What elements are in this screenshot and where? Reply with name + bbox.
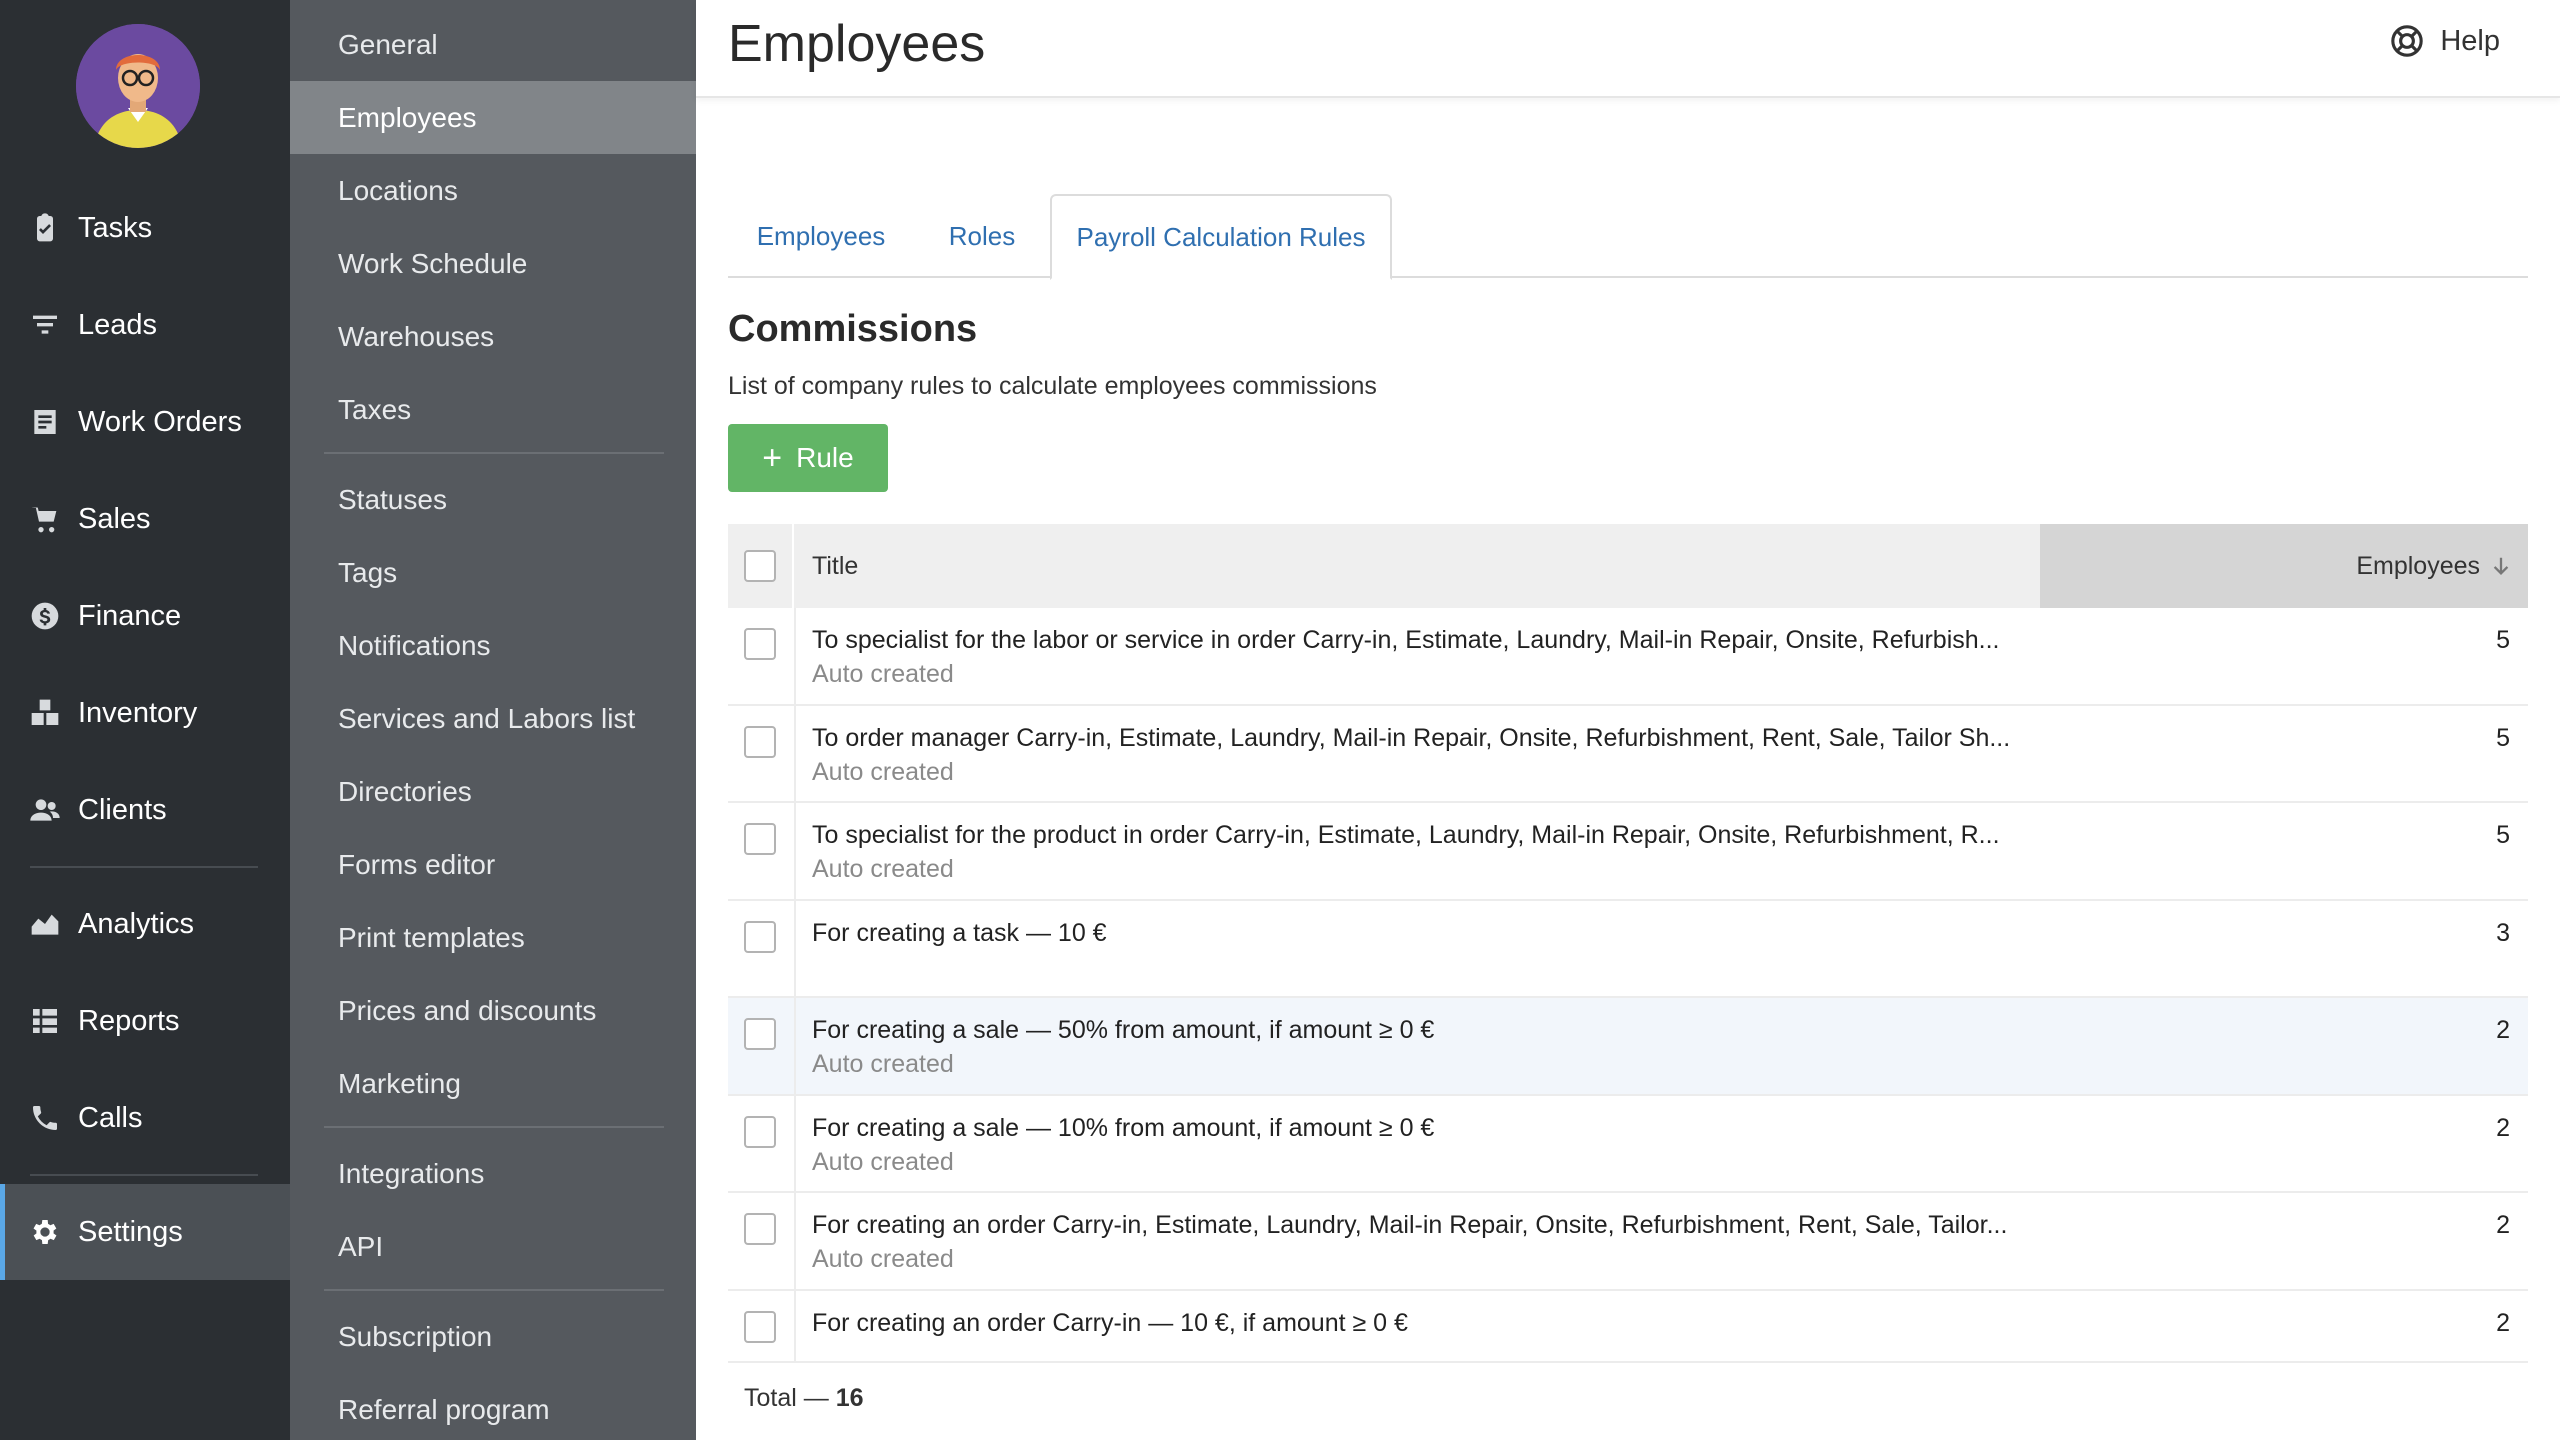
table-row[interactable]	[728, 998, 2528, 1096]
nav-item-label: Settings	[78, 1215, 183, 1248]
subnav-label: Subscription	[338, 1320, 493, 1352]
subnav-label: Employees	[338, 101, 477, 133]
row-title[interactable]: For creating a task — 10 €	[812, 918, 1107, 947]
subnav-label: Forms editor	[338, 848, 496, 880]
subnav-item-marketing[interactable]	[290, 1047, 696, 1120]
subnav-divider	[324, 1289, 664, 1291]
arrow-down-icon	[2490, 555, 2512, 577]
nav-item-label: Sales	[78, 502, 151, 535]
cell-divider	[794, 1291, 796, 1361]
tab-label: Employees	[756, 220, 886, 251]
row-employees-count: 5	[2496, 821, 2510, 849]
header-checkbox-cell	[728, 524, 794, 608]
table-row[interactable]	[728, 706, 2528, 804]
help-button[interactable]	[2390, 24, 2500, 58]
nav-item-finance[interactable]	[0, 568, 290, 664]
avatar[interactable]	[76, 24, 200, 148]
subnav-label: Work Schedule	[338, 247, 528, 279]
subnav-label: Integrations	[338, 1157, 485, 1189]
table-row[interactable]	[728, 1096, 2528, 1194]
table-row[interactable]	[728, 803, 2528, 901]
row-checkbox[interactable]	[744, 1213, 776, 1245]
subnav-label: Notifications	[338, 629, 491, 661]
nav-item-label: Reports	[78, 1004, 180, 1037]
subnav-divider	[324, 1126, 664, 1128]
total-label: Total —	[744, 1384, 836, 1412]
nav-item-tasks[interactable]	[0, 180, 290, 276]
row-checkbox[interactable]	[744, 823, 776, 855]
settings-sub-nav	[290, 0, 696, 1440]
subnav-label: Statuses	[338, 483, 447, 515]
section-title: Commissions	[728, 308, 978, 350]
row-title[interactable]: For creating an order Carry-in, Estimate, Laundry, Mail-in Repair, Onsite, Refurbishment, Rent, Sale, Tailor...	[812, 1211, 2008, 1239]
nav-item-work-orders[interactable]	[0, 374, 290, 470]
list-icon	[28, 1004, 62, 1038]
table-row[interactable]	[728, 1193, 2528, 1291]
subnav-item-general[interactable]	[290, 8, 696, 81]
users-icon	[28, 793, 62, 827]
cart-icon	[28, 502, 62, 536]
subnav-label: Marketing	[338, 1067, 461, 1099]
subnav-item-taxes[interactable]	[290, 373, 696, 446]
subnav-item-directories[interactable]	[290, 755, 696, 828]
table-row[interactable]	[728, 901, 2528, 999]
nav-item-label: Finance	[78, 599, 182, 632]
row-subtitle: Auto created	[812, 1147, 954, 1176]
nav-item-settings[interactable]	[0, 1184, 290, 1280]
nav-item-label: Analytics	[78, 907, 195, 940]
row-title[interactable]: For creating a sale — 50% from amount, if amount ≥ 0 €	[812, 1016, 1435, 1044]
filter-icon	[28, 308, 62, 342]
row-checkbox[interactable]	[744, 1018, 776, 1050]
top-bar	[696, 0, 2560, 98]
row-employees-count: 3	[2496, 918, 2510, 947]
nav-item-sales[interactable]	[0, 471, 290, 567]
column-employees-label: Employees	[2356, 551, 2480, 580]
nav-item-calls[interactable]	[0, 1070, 290, 1166]
subnav-item-prices-discounts[interactable]	[290, 974, 696, 1047]
cell-divider	[794, 803, 796, 899]
row-employees-count: 5	[2496, 723, 2510, 752]
tab-label: Roles	[948, 220, 1016, 251]
row-checkbox[interactable]	[744, 1311, 776, 1343]
row-title[interactable]: For creating an order Carry-in — 10 €, if amount ≥ 0 €	[812, 1308, 1408, 1337]
nav-divider	[30, 1174, 258, 1176]
table-header	[728, 524, 2528, 608]
phone-icon	[28, 1101, 62, 1135]
column-employees[interactable]	[2040, 524, 2528, 608]
row-employees-count: 2	[2496, 1308, 2510, 1337]
add-rule-label: Rule	[796, 442, 854, 473]
cell-divider	[794, 608, 796, 704]
column-title[interactable]: Title	[812, 551, 859, 580]
subnav-item-services-labors[interactable]	[290, 682, 696, 755]
row-subtitle: Auto created	[812, 855, 954, 883]
rules-table	[728, 524, 2528, 1363]
nav-item-label: Work Orders	[78, 405, 242, 438]
row-employees-count: 5	[2496, 626, 2510, 654]
lifebuoy-icon	[2390, 24, 2424, 58]
subnav-item-subscription[interactable]	[290, 1300, 696, 1373]
subnav-item-referral-program[interactable]	[290, 1373, 696, 1440]
tab-employees[interactable]	[728, 194, 914, 278]
cell-divider	[794, 998, 796, 1094]
subnav-label: Directories	[338, 775, 472, 807]
row-title[interactable]: To order manager Carry-in, Estimate, Laundry, Mail-in Repair, Onsite, Refurbishment, Rent, Sale, Tailor Sh...	[812, 723, 2011, 752]
row-title[interactable]: To specialist for the labor or service in order Carry-in, Estimate, Laundry, Mail-in Repair, Onsite, Refurbish...	[812, 626, 2000, 654]
select-all-checkbox[interactable]	[744, 550, 776, 582]
nav-item-analytics[interactable]	[0, 876, 290, 972]
subnav-item-statuses[interactable]	[290, 463, 696, 536]
add-rule-button[interactable]	[728, 424, 888, 492]
subnav-item-forms-editor[interactable]	[290, 828, 696, 901]
boxes-icon	[28, 696, 62, 730]
chart-area-icon	[28, 907, 62, 941]
primary-nav	[0, 0, 290, 1440]
subnav-item-warehouses[interactable]	[290, 300, 696, 373]
subnav-label: General	[338, 28, 438, 60]
cell-divider	[794, 1096, 796, 1192]
gear-icon	[28, 1215, 62, 1249]
clipboard-check-icon	[28, 211, 62, 245]
tab-label: Payroll Calculation Rules	[1076, 221, 1366, 252]
row-checkbox[interactable]	[744, 1116, 776, 1148]
subnav-divider	[324, 452, 664, 454]
subnav-item-notifications[interactable]	[290, 609, 696, 682]
nav-item-label: Clients	[78, 793, 167, 826]
table-row[interactable]	[728, 608, 2528, 706]
subnav-label: Taxes	[338, 393, 412, 425]
subnav-item-locations[interactable]	[290, 154, 696, 227]
subnav-item-api[interactable]	[290, 1210, 696, 1283]
user-avatar-icon	[76, 24, 200, 148]
total-value: 16	[835, 1384, 864, 1412]
tab-payroll-calculation-rules[interactable]	[1050, 194, 1392, 280]
cell-divider	[794, 1193, 796, 1289]
row-title[interactable]: To specialist for the product in order Carry-in, Estimate, Laundry, Mail-in Repair, Onsite, Refurbishment, R...	[812, 821, 2000, 849]
page-title: Employees	[728, 15, 986, 73]
row-employees-count: 2	[2496, 1113, 2510, 1142]
nav-item-leads[interactable]	[0, 277, 290, 373]
tab-roles[interactable]	[914, 194, 1050, 278]
subnav-label: Warehouses	[338, 320, 495, 352]
nav-item-label: Inventory	[78, 696, 198, 729]
nav-item-label: Leads	[78, 308, 158, 341]
tabs	[728, 194, 2528, 278]
subnav-label: Prices and discounts	[338, 994, 597, 1026]
row-checkbox[interactable]	[744, 628, 776, 660]
main-content	[696, 0, 2560, 1440]
subnav-item-tags[interactable]	[290, 536, 696, 609]
row-subtitle: Auto created	[812, 1050, 954, 1078]
subnav-item-employees[interactable]	[290, 81, 696, 154]
table-row[interactable]	[728, 1291, 2528, 1363]
section-description: List of company rules to calculate employees commissions	[728, 372, 1377, 400]
dollar-circle-icon	[28, 599, 62, 633]
row-title[interactable]: For creating a sale — 10% from amount, if amount ≥ 0 €	[812, 1113, 1435, 1142]
nav-item-label: Calls	[78, 1101, 143, 1134]
row-subtitle: Auto created	[812, 757, 954, 786]
row-subtitle: Auto created	[812, 1245, 954, 1273]
order-icon	[28, 405, 62, 439]
subnav-item-integrations[interactable]	[290, 1137, 696, 1210]
row-subtitle: Auto created	[812, 660, 954, 688]
subnav-label: Locations	[338, 174, 458, 206]
plus-icon: +	[762, 439, 783, 477]
row-checkbox[interactable]	[744, 921, 776, 953]
row-employees-count: 2	[2496, 1211, 2510, 1239]
table-total	[744, 1384, 864, 1413]
nav-divider	[30, 866, 258, 868]
cell-divider	[794, 901, 796, 997]
row-checkbox[interactable]	[744, 726, 776, 758]
subnav-item-print-templates[interactable]	[290, 901, 696, 974]
nav-item-clients[interactable]	[0, 762, 290, 858]
nav-item-inventory[interactable]	[0, 665, 290, 761]
subnav-label: Tags	[338, 556, 398, 588]
nav-item-reports[interactable]	[0, 973, 290, 1069]
subnav-label: Print templates	[338, 921, 525, 953]
nav-item-label: Tasks	[78, 211, 153, 244]
subnav-label: Services and Labors list	[338, 702, 636, 734]
subnav-label: Referral program	[338, 1393, 550, 1425]
subnav-item-work-schedule[interactable]	[290, 227, 696, 300]
row-employees-count: 2	[2496, 1016, 2510, 1044]
help-label: Help	[2440, 24, 2500, 57]
subnav-label: API	[338, 1230, 384, 1262]
cell-divider	[794, 706, 796, 802]
